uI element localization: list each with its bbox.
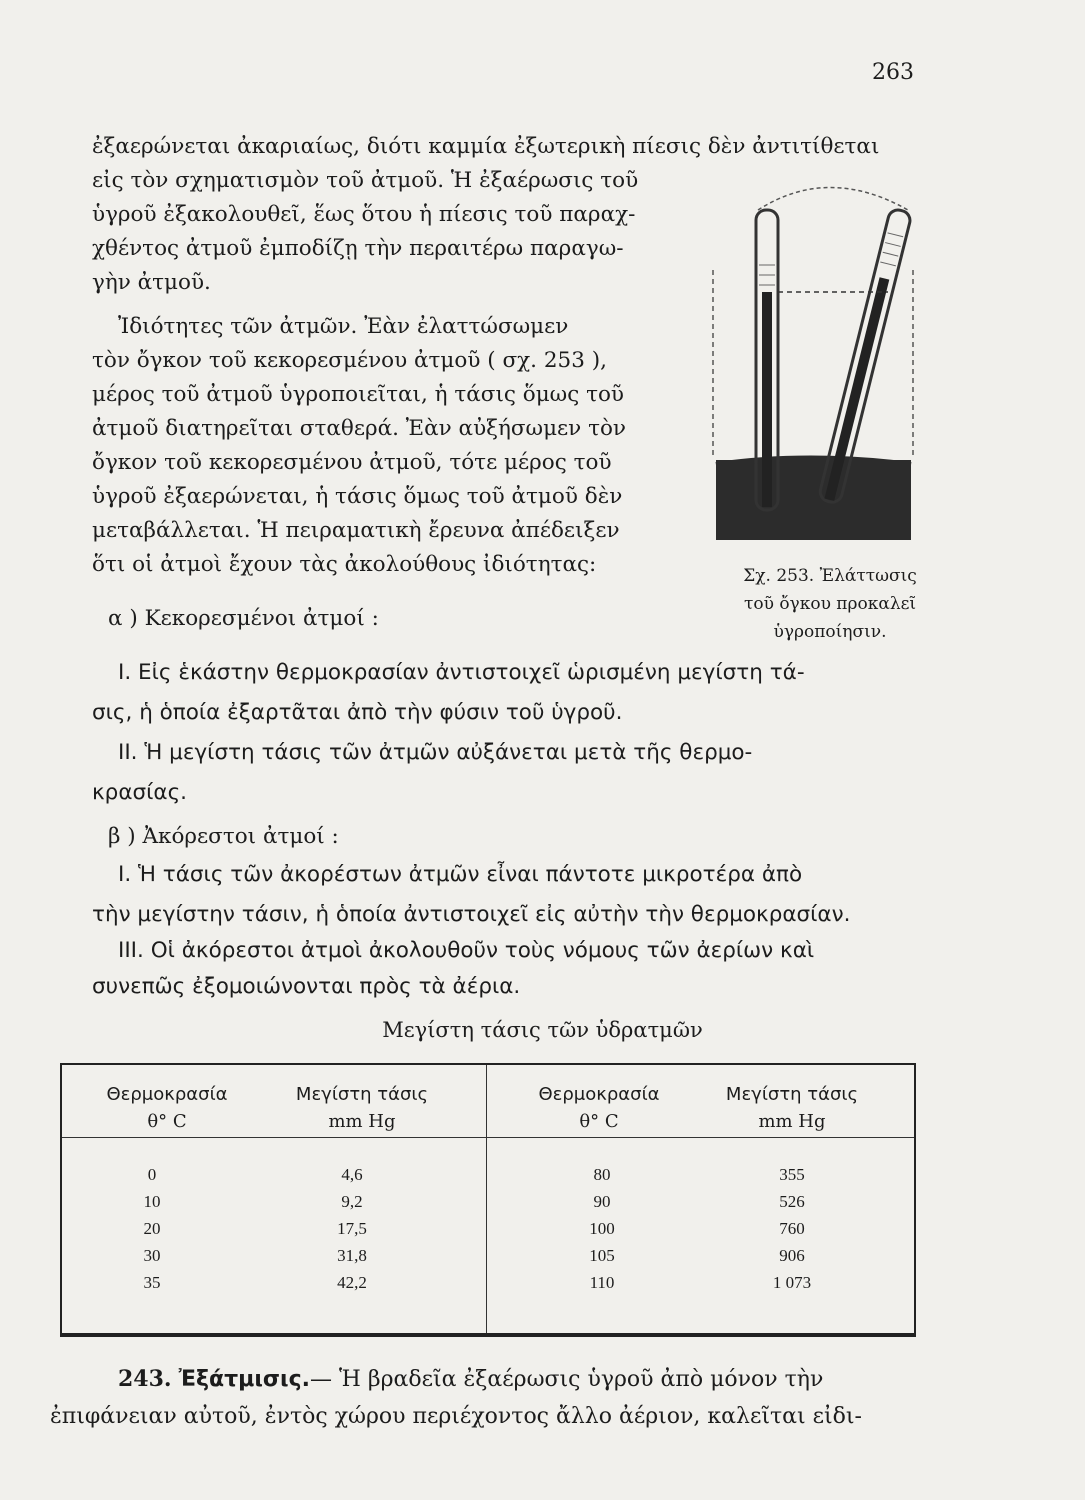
text-line: μεταβάλλεται. Ἡ πειραματικὴ ἔρευνα ἀπέδειξεν [92,518,620,543]
table-cell: 35 [143,1273,161,1292]
text-line: συνεπῶς ἐξομοιώνονται πρὸς τὰ ἀέρια. [92,974,521,999]
list-heading: α ) Κεκορεσμένοι ἀτμοί : [108,606,379,631]
figure-caption [735,562,925,646]
text-line: γὴν ἀτμοῦ. [92,270,211,295]
text-line: εἰς τὸν σχηματισμὸν τοῦ ἀτμοῦ. Ἡ ἐξαέρωσις τοῦ [92,168,639,193]
section-number: 243. [118,1366,172,1392]
header-divider [62,1137,914,1138]
text-line: τὴν μεγίστην τάσιν, ἡ ὁποία ἀντιστοιχεῖ εἰς αὐτὴν τὴν θερμοκρασίαν. [92,902,851,927]
table-cell: 0 [147,1165,157,1184]
table-cell: 20 [143,1219,161,1238]
header-temperature [494,1081,704,1135]
figure-253 [708,180,918,550]
table-cell: 17,5 [337,1219,367,1238]
header-pressure [687,1081,897,1135]
header-temperature [62,1081,272,1135]
text-line: ὅτι οἱ ἀτμοὶ ἔχουν τὰς ἀκολούθους ἰδιότητας: [92,552,597,577]
table-cell: 110 [589,1273,615,1292]
table-cell: 4,6 [341,1165,363,1184]
table-cell: 355 [779,1165,805,1184]
column-divider [486,1065,487,1333]
table-cell: 1 073 [772,1273,812,1292]
text-line: II. Ἡ μεγίστη τάσις τῶν ἀτμῶν αὐξάνεται μετὰ τῆς θερμο- [118,740,753,765]
text-line: χθέντος ἀτμοῦ ἐμποδίζῃ τὴν περαιτέρω παραγω- [92,236,624,261]
table-title: Μεγίστη τάσις τῶν ὑδρατμῶν [382,1018,703,1042]
header-label: Μεγίστη τάσις [295,1084,429,1105]
table-cell: 90 [593,1192,611,1211]
header-unit: mm Hg [758,1111,826,1132]
text-line: σις, ἡ ὁποία ἐξαρτᾶται ἀπὸ τὴν φύσιν τοῦ ὑγροῦ. [92,700,623,725]
table-cell: 760 [779,1219,805,1238]
section-title: Ἐξάτμισις. [178,1367,311,1392]
table-cell: 9,2 [341,1192,363,1211]
text-line: μέρος τοῦ ἀτμοῦ ὑγροποιεῖται, ἡ τάσις ὅμως τοῦ [92,382,624,407]
header-label: Θερμοκρασία [538,1084,660,1105]
text-line: III. Οἱ ἀκόρεστοι ἀτμοὶ ἀκολουθοῦν τοὺς νόμους τῶν ἀερίων καὶ [118,938,815,963]
table-cell: 100 [589,1219,615,1238]
text-line: ὄγκον τοῦ κεκορεσμένου ἀτμοῦ, τότε μέρος τοῦ [92,450,612,475]
table-cell: 105 [589,1246,615,1265]
caption-line: τοῦ ὄγκου προκαλεῖ [743,594,917,614]
table-cell: 30 [143,1246,161,1265]
text-line: I. Ἡ τάσις τῶν ἀκορέστων ἀτμῶν εἶναι πάντοτε μικροτέρα ἀπὸ [118,862,803,887]
list-heading: β ) Ἀκόρεστοι ἀτμοί : [108,824,339,849]
text-line: κρασίας. [92,780,188,805]
table-cell: 80 [593,1165,611,1184]
barometer-tubes-illustration [708,180,918,550]
vapor-pressure-table [60,1063,916,1337]
table-cell: 906 [779,1246,805,1265]
header-unit: mm Hg [328,1111,396,1132]
text-line: I. Εἰς ἑκάστην θερμοκρασίαν ἀντιστοιχεῖ ὡρισμένη μεγίστη τά- [118,660,805,685]
table-cell: 42,2 [337,1273,367,1292]
caption-line: Σχ. 253. Ἐλάττωσις [743,566,917,586]
text-line: ἀτμοῦ διατηρεῖται σταθερά. Ἐὰν αὐξήσωμεν τὸν [92,416,626,441]
header-unit: θ° C [147,1111,187,1132]
header-label: Μεγίστη τάσις [725,1084,859,1105]
caption-line: ὑγροποίησιν. [773,622,887,642]
table-cell: 31,8 [337,1246,367,1265]
header-label: Θερμοκρασία [106,1084,228,1105]
text-line: ἐπιφάνειαν αὐτοῦ, ἐντὸς χώρου περιέχοντος ἄλλο ἀέριον, καλεῖται εἰδι- [50,1404,862,1429]
table-cell: 526 [779,1192,805,1211]
header-pressure [257,1081,467,1135]
text-line: ἐξαερώνεται ἀκαριαίως, διότι καμμία ἐξωτερικὴ πίεσις δὲν ἀντιτίθεται [92,134,880,159]
section-243-line [118,1362,823,1397]
text-line: ὑγροῦ ἐξακολουθεῖ, ἕως ὅτου ἡ πίεσις τοῦ παραχ- [92,202,636,227]
section-heading-line: Ἰδιότητες τῶν ἀτμῶν. Ἐὰν ἐλαττώσωμεν [118,314,569,339]
text-line: τὸν ὄγκον τοῦ κεκορεσμένου ἀτμοῦ ( σχ. 253 ), [92,348,607,373]
header-unit: θ° C [579,1111,619,1132]
section-text: — Ἡ βραδεῖα ἐξαέρωσις ὑγροῦ ἀπὸ μόνον τὴν [310,1367,824,1392]
page-number: 263 [872,60,914,85]
table-cell: 10 [143,1192,161,1211]
text-line: ὑγροῦ ἐξαερώνεται, ἡ τάσις ὅμως τοῦ ἀτμοῦ δὲν [92,484,623,509]
